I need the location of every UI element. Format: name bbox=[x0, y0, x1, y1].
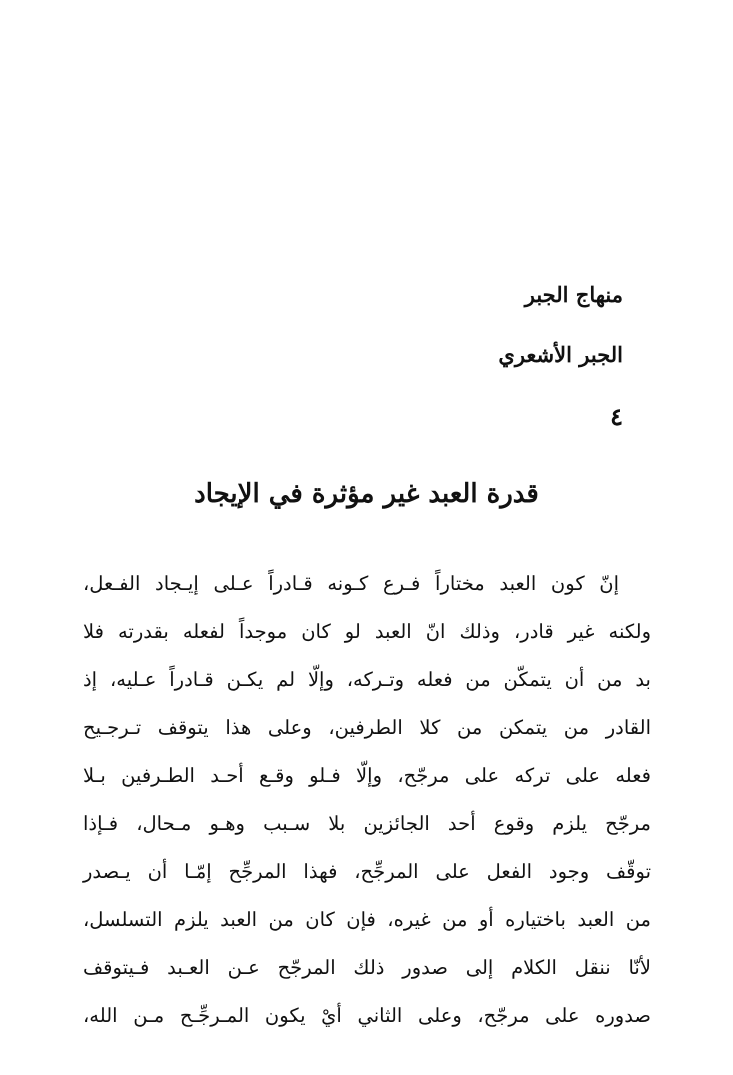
body-paragraph bbox=[83, 560, 651, 1040]
text-line: بد من أن يتمكّن من فعله وتـركه، وإلّا لم يكـن قـادراً عـليه، إذ bbox=[83, 668, 651, 691]
text-line: من العبد باختياره أو من غيره، فإن كان من العبد يلزم التسلسل، bbox=[83, 908, 651, 931]
section-title: الجبر الأشعري bbox=[498, 342, 623, 367]
text-line: إنّ كون العبد مختاراً فـرع كـونه قـادراً عـلى إيـجاد الفـعل، bbox=[83, 572, 619, 595]
text-line: لأنّا ننقل الكلام إلى صدور ذلك المرجّح عـن العـبد فـيتوقف bbox=[83, 956, 651, 979]
text-line: صدوره على مرجّح، وعلى الثاني أيْ يكون المـرجِّـح مـن الله، bbox=[83, 1004, 651, 1027]
text-line: مرجّح يلزم وقوع أحد الجائزين بلا سـبب وهـو مـحال، فـإذا bbox=[83, 812, 651, 835]
text-line: توقّف وجود الفعل على المرجِّح، فهذا المرجِّح إمّـا أن يـصدر bbox=[83, 860, 651, 883]
text-line: فعله على تركه على مرجّح، وإلّا فـلو وقـع أحـد الطـرفين بـلا bbox=[83, 764, 651, 787]
section-number: ٤ bbox=[610, 402, 623, 431]
text-line: القادر من يتمكن من كلا الطرفين، وعلى هذا يتوقف تـرجـيح bbox=[83, 716, 651, 739]
text-line: ولكنه غير قادر، وذلك انّ العبد لو كان موجداً لفعله بقدرته فلا bbox=[83, 620, 651, 643]
series-title: منهاج الجبر bbox=[524, 282, 623, 307]
chapter-title: قدرة العبد غير مؤثرة في الإيجاد bbox=[194, 479, 539, 509]
